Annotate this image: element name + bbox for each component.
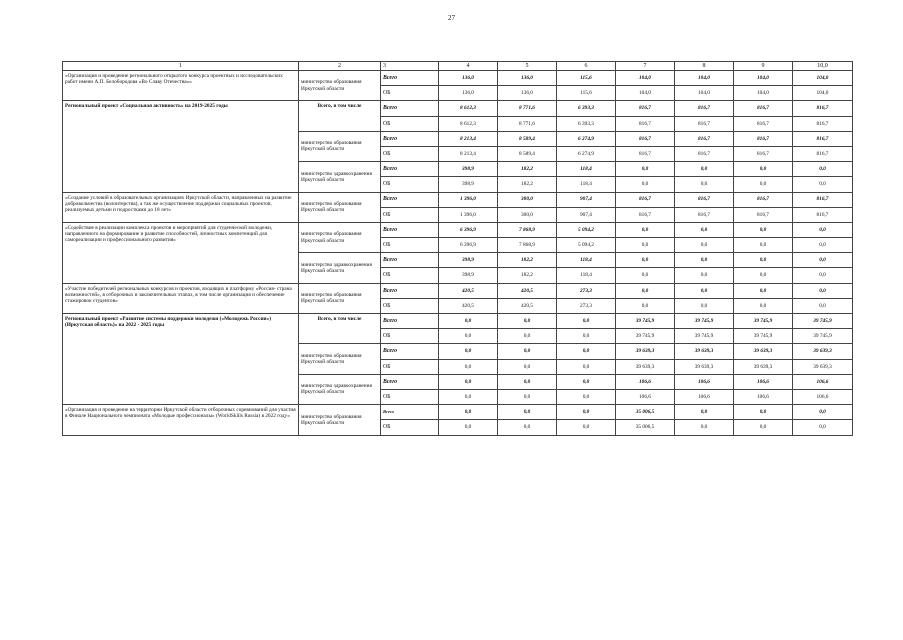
amount-cell: 106,6 bbox=[675, 389, 734, 404]
amount-cell: 816,7 bbox=[793, 131, 853, 146]
amount-cell: 182,2 bbox=[498, 253, 557, 268]
responsible-executor: Всего, в том числе bbox=[299, 101, 381, 131]
amount-cell: 0,0 bbox=[675, 253, 734, 268]
amount-cell: 106,6 bbox=[793, 389, 853, 404]
amount-cell: 0,0 bbox=[498, 420, 557, 435]
amount-cell: 0,0 bbox=[439, 374, 498, 389]
amount-cell: 816,7 bbox=[793, 207, 853, 222]
amount-cell: 816,7 bbox=[734, 207, 793, 222]
amount-cell: 816,7 bbox=[793, 192, 853, 207]
amount-cell: 398,9 bbox=[439, 253, 498, 268]
amount-cell: 0,0 bbox=[793, 268, 853, 283]
amount-cell: 39 639,3 bbox=[734, 359, 793, 374]
amount-cell: 0,0 bbox=[734, 283, 793, 298]
amount-cell: 0,0 bbox=[616, 222, 675, 237]
amount-cell: 0,0 bbox=[557, 389, 616, 404]
amount-cell: 104,0 bbox=[616, 71, 675, 86]
amount-cell: 0,0 bbox=[793, 162, 853, 177]
amount-cell: 118,4 bbox=[557, 253, 616, 268]
amount-cell: 136,0 bbox=[498, 71, 557, 86]
amount-cell: 816,7 bbox=[793, 116, 853, 131]
amount-cell: 0,0 bbox=[675, 405, 734, 420]
funding-source: ОБ bbox=[381, 238, 439, 253]
responsible-executor: министерство образования Иркутской области bbox=[299, 222, 381, 252]
event-description: Региональный проект «Развитие системы поддержки молодежи («Молодежь России») (Иркутская область)» на 2022 - 2025 годы bbox=[63, 314, 299, 405]
amount-cell: 6 396,9 bbox=[439, 238, 498, 253]
amount-cell: 39 639,3 bbox=[616, 359, 675, 374]
responsible-executor: министерство образования Иркутской области bbox=[299, 344, 381, 374]
amount-cell: 106,6 bbox=[793, 374, 853, 389]
amount-cell: 0,0 bbox=[675, 420, 734, 435]
amount-cell: 816,7 bbox=[675, 101, 734, 116]
amount-cell: 907,4 bbox=[557, 192, 616, 207]
amount-cell: 104,0 bbox=[793, 86, 853, 101]
table-row bbox=[63, 222, 853, 237]
funding-source: Всего bbox=[381, 192, 439, 207]
amount-cell: 8 589,4 bbox=[498, 131, 557, 146]
funding-source: ОБ bbox=[381, 86, 439, 101]
amount-cell: 816,7 bbox=[734, 146, 793, 161]
amount-cell: 0,0 bbox=[439, 389, 498, 404]
funding-source: Всего bbox=[381, 283, 439, 298]
amount-cell: 6 393,3 bbox=[557, 116, 616, 131]
amount-cell: 136,0 bbox=[439, 71, 498, 86]
amount-cell: 39 745,9 bbox=[734, 314, 793, 329]
amount-cell: 0,0 bbox=[793, 420, 853, 435]
amount-cell: 7 868,9 bbox=[498, 222, 557, 237]
table-row bbox=[63, 314, 853, 329]
funding-source: Всего bbox=[381, 71, 439, 86]
amount-cell: 0,0 bbox=[793, 177, 853, 192]
header-row bbox=[63, 62, 853, 71]
amount-cell: 907,4 bbox=[557, 207, 616, 222]
column-header: 10,0 bbox=[793, 62, 853, 71]
amount-cell: 420,5 bbox=[439, 298, 498, 313]
amount-cell: 0,0 bbox=[439, 420, 498, 435]
amount-cell: 0,0 bbox=[675, 268, 734, 283]
amount-cell: 420,5 bbox=[498, 283, 557, 298]
amount-cell: 0,0 bbox=[734, 268, 793, 283]
amount-cell: 39 639,3 bbox=[616, 344, 675, 359]
amount-cell: 106,6 bbox=[675, 374, 734, 389]
amount-cell: 1 396,0 bbox=[439, 192, 498, 207]
amount-cell: 0,0 bbox=[675, 177, 734, 192]
funding-source: ОБ bbox=[381, 116, 439, 131]
amount-cell: 0,0 bbox=[498, 389, 557, 404]
funding-source: Всего bbox=[381, 344, 439, 359]
amount-cell: 420,5 bbox=[498, 298, 557, 313]
amount-cell: 39 745,9 bbox=[675, 329, 734, 344]
amount-cell: 106,6 bbox=[734, 389, 793, 404]
amount-cell: 35 006,5 bbox=[616, 405, 675, 420]
responsible-executor: министерство образования Иркутской области bbox=[299, 71, 381, 101]
amount-cell: 8 612,3 bbox=[439, 116, 498, 131]
funding-source: ОБ bbox=[381, 420, 439, 435]
amount-cell: 0,0 bbox=[675, 222, 734, 237]
amount-cell: 0,0 bbox=[734, 253, 793, 268]
amount-cell: 0,0 bbox=[616, 283, 675, 298]
amount-cell: 115,6 bbox=[557, 86, 616, 101]
amount-cell: 118,4 bbox=[557, 177, 616, 192]
amount-cell: 5 094,2 bbox=[557, 238, 616, 253]
event-description: «Участие победителей региональных конкурсов и проектов, входящих в платформу «Россия- страна возможностей», в отборочных и заключительных этапах, в том числе организация и обеспечение стажировок студентов» bbox=[63, 283, 299, 313]
column-header: 9 bbox=[734, 62, 793, 71]
funding-source: Всего bbox=[381, 131, 439, 146]
page-number: 27 bbox=[448, 14, 455, 22]
amount-cell: 816,7 bbox=[734, 192, 793, 207]
funding-source: Всего bbox=[381, 162, 439, 177]
column-header: 7 bbox=[616, 62, 675, 71]
amount-cell: 8 213,4 bbox=[439, 131, 498, 146]
amount-cell: 0,0 bbox=[498, 329, 557, 344]
amount-cell: 0,0 bbox=[675, 298, 734, 313]
amount-cell: 0,0 bbox=[616, 238, 675, 253]
amount-cell: 0,0 bbox=[734, 298, 793, 313]
amount-cell: 104,0 bbox=[675, 71, 734, 86]
amount-cell: 0,0 bbox=[734, 177, 793, 192]
amount-cell: 300,0 bbox=[498, 192, 557, 207]
amount-cell: 39 639,3 bbox=[675, 344, 734, 359]
amount-cell: 0,0 bbox=[793, 222, 853, 237]
amount-cell: 6 393,3 bbox=[557, 101, 616, 116]
amount-cell: 0,0 bbox=[734, 238, 793, 253]
amount-cell: 39 639,3 bbox=[675, 359, 734, 374]
amount-cell: 39 639,3 bbox=[793, 359, 853, 374]
funding-source: ОБ bbox=[381, 389, 439, 404]
amount-cell: 7 868,9 bbox=[498, 238, 557, 253]
amount-cell: 0,0 bbox=[498, 344, 557, 359]
amount-cell: 816,7 bbox=[734, 116, 793, 131]
table-row bbox=[63, 405, 853, 420]
amount-cell: 8 589,4 bbox=[498, 146, 557, 161]
amount-cell: 115,6 bbox=[557, 71, 616, 86]
column-header: 3 bbox=[381, 62, 439, 71]
amount-cell: 398,9 bbox=[439, 177, 498, 192]
amount-cell: 39 745,9 bbox=[616, 329, 675, 344]
amount-cell: 182,2 bbox=[498, 162, 557, 177]
responsible-executor: министерство образования Иркутской области bbox=[299, 192, 381, 222]
event-description: Региональный проект «Социальная активность» на 2019-2025 годы bbox=[63, 101, 299, 192]
amount-cell: 39 745,9 bbox=[734, 329, 793, 344]
amount-cell: 0,0 bbox=[557, 374, 616, 389]
amount-cell: 8 771,6 bbox=[498, 101, 557, 116]
column-header: 2 bbox=[299, 62, 381, 71]
amount-cell: 0,0 bbox=[734, 420, 793, 435]
amount-cell: 0,0 bbox=[557, 405, 616, 420]
funding-source: ОБ bbox=[381, 329, 439, 344]
amount-cell: 6 396,9 bbox=[439, 222, 498, 237]
amount-cell: 0,0 bbox=[557, 314, 616, 329]
amount-cell: 118,4 bbox=[557, 268, 616, 283]
amount-cell: 0,0 bbox=[793, 253, 853, 268]
amount-cell: 0,0 bbox=[734, 222, 793, 237]
amount-cell: 0,0 bbox=[498, 405, 557, 420]
responsible-executor: Всего, в том числе bbox=[299, 314, 381, 344]
amount-cell: 398,9 bbox=[439, 162, 498, 177]
amount-cell: 39 745,9 bbox=[616, 314, 675, 329]
amount-cell: 0,0 bbox=[793, 238, 853, 253]
amount-cell: 106,6 bbox=[616, 389, 675, 404]
amount-cell: 0,0 bbox=[498, 314, 557, 329]
amount-cell: 0,0 bbox=[734, 162, 793, 177]
amount-cell: 0,0 bbox=[439, 405, 498, 420]
amount-cell: 39 745,9 bbox=[793, 314, 853, 329]
responsible-executor: министерство образования Иркутской области bbox=[299, 405, 381, 435]
amount-cell: 104,0 bbox=[734, 71, 793, 86]
amount-cell: 300,0 bbox=[498, 207, 557, 222]
amount-cell: 816,7 bbox=[675, 146, 734, 161]
budget-table bbox=[62, 61, 853, 436]
amount-cell: 8 612,3 bbox=[439, 101, 498, 116]
amount-cell: 0,0 bbox=[616, 162, 675, 177]
funding-source: ОБ bbox=[381, 268, 439, 283]
amount-cell: 0,0 bbox=[498, 359, 557, 374]
amount-cell: 0,0 bbox=[616, 253, 675, 268]
table-row bbox=[63, 71, 853, 86]
amount-cell: 816,7 bbox=[616, 116, 675, 131]
amount-cell: 816,7 bbox=[793, 146, 853, 161]
amount-cell: 0,0 bbox=[793, 283, 853, 298]
amount-cell: 0,0 bbox=[557, 359, 616, 374]
funding-source: ОБ bbox=[381, 177, 439, 192]
column-header: 6 bbox=[557, 62, 616, 71]
amount-cell: 118,4 bbox=[557, 162, 616, 177]
amount-cell: 104,0 bbox=[793, 71, 853, 86]
amount-cell: 0,0 bbox=[734, 405, 793, 420]
responsible-executor: министерство здравоохранения Иркутской области bbox=[299, 374, 381, 404]
funding-source: ОБ bbox=[381, 298, 439, 313]
amount-cell: 398,9 bbox=[439, 268, 498, 283]
amount-cell: 0,0 bbox=[439, 359, 498, 374]
amount-cell: 816,7 bbox=[675, 192, 734, 207]
amount-cell: 8 771,6 bbox=[498, 116, 557, 131]
amount-cell: 35 006,5 bbox=[616, 420, 675, 435]
amount-cell: 0,0 bbox=[439, 329, 498, 344]
column-header: 5 bbox=[498, 62, 557, 71]
amount-cell: 5 094,2 bbox=[557, 222, 616, 237]
amount-cell: 816,7 bbox=[616, 146, 675, 161]
funding-source: ОБ bbox=[381, 359, 439, 374]
funding-source: Всего bbox=[381, 101, 439, 116]
table-body bbox=[63, 62, 853, 436]
funding-source: Всего bbox=[381, 222, 439, 237]
amount-cell: 273,3 bbox=[557, 283, 616, 298]
amount-cell: 0,0 bbox=[439, 344, 498, 359]
responsible-executor: министерство образования Иркутской области bbox=[299, 283, 381, 313]
amount-cell: 0,0 bbox=[616, 298, 675, 313]
amount-cell: 39 639,3 bbox=[793, 344, 853, 359]
amount-cell: 104,0 bbox=[616, 86, 675, 101]
amount-cell: 0,0 bbox=[793, 298, 853, 313]
amount-cell: 39 745,9 bbox=[793, 329, 853, 344]
amount-cell: 104,0 bbox=[675, 86, 734, 101]
amount-cell: 816,7 bbox=[734, 131, 793, 146]
amount-cell: 816,7 bbox=[675, 116, 734, 131]
table-row bbox=[63, 101, 853, 116]
amount-cell: 6 274,9 bbox=[557, 146, 616, 161]
amount-cell: 0,0 bbox=[616, 177, 675, 192]
amount-cell: 0,0 bbox=[675, 162, 734, 177]
amount-cell: 106,6 bbox=[734, 374, 793, 389]
column-header: 1 bbox=[63, 62, 299, 71]
amount-cell: 136,0 bbox=[498, 86, 557, 101]
column-header: 8 bbox=[675, 62, 734, 71]
responsible-executor: министерство образования Иркутской области bbox=[299, 131, 381, 161]
event-description: «Организация и проведение регионального открытого конкурса проектных и исследовательских работ имени А.П. Белобородова «Во Славу Отечества»» bbox=[63, 71, 299, 101]
amount-cell: 104,0 bbox=[734, 86, 793, 101]
event-description: «Содействие в реализации комплекса проектов и мероприятий для студенческой молодежи, направленного на формирование и развитие способностей, личностных компетенций для самореализации и профессионального развития» bbox=[63, 222, 299, 283]
amount-cell: 106,6 bbox=[616, 374, 675, 389]
amount-cell: 816,7 bbox=[793, 101, 853, 116]
amount-cell: 816,7 bbox=[616, 101, 675, 116]
amount-cell: 39 745,9 bbox=[675, 314, 734, 329]
funding-source: Всего bbox=[381, 314, 439, 329]
amount-cell: 136,0 bbox=[439, 86, 498, 101]
amount-cell: 816,7 bbox=[616, 131, 675, 146]
amount-cell: 420,5 bbox=[439, 283, 498, 298]
amount-cell: 0,0 bbox=[498, 374, 557, 389]
amount-cell: 0,0 bbox=[439, 314, 498, 329]
amount-cell: 816,7 bbox=[675, 207, 734, 222]
amount-cell: 1 396,0 bbox=[439, 207, 498, 222]
amount-cell: 6 274,9 bbox=[557, 131, 616, 146]
amount-cell: 182,2 bbox=[498, 268, 557, 283]
amount-cell: 0,0 bbox=[675, 283, 734, 298]
amount-cell: 0,0 bbox=[557, 329, 616, 344]
amount-cell: 816,7 bbox=[616, 192, 675, 207]
funding-source: Всего bbox=[381, 405, 439, 420]
amount-cell: 0,0 bbox=[557, 420, 616, 435]
table-row bbox=[63, 283, 853, 298]
funding-source: ОБ bbox=[381, 207, 439, 222]
event-description: «Организация и проведение на территории Иркутской области отборочных соревнований для участия в Финале Национального чемпионата «Молодые профессионалы» (WorldSkills Russia) в 2022 году» bbox=[63, 405, 299, 435]
funding-source: Всего bbox=[381, 253, 439, 268]
column-header: 4 bbox=[439, 62, 498, 71]
funding-source: ОБ bbox=[381, 146, 439, 161]
responsible-executor: министерство здравоохранения Иркутской области bbox=[299, 162, 381, 192]
amount-cell: 0,0 bbox=[616, 268, 675, 283]
amount-cell: 0,0 bbox=[675, 238, 734, 253]
amount-cell: 39 639,3 bbox=[734, 344, 793, 359]
amount-cell: 273,3 bbox=[557, 298, 616, 313]
funding-source: Всего bbox=[381, 374, 439, 389]
event-description: «Создание условий в образовательных организациях Иркутской области, направленных на развитие добровольчества (волонтерства), а так же осуществление поддержки социальных проектов, реализуемых детьми и подростками до 18 лет» bbox=[63, 192, 299, 222]
table-row bbox=[63, 192, 853, 207]
amount-cell: 182,2 bbox=[498, 177, 557, 192]
amount-cell: 816,7 bbox=[675, 131, 734, 146]
amount-cell: 816,7 bbox=[616, 207, 675, 222]
amount-cell: 8 213,4 bbox=[439, 146, 498, 161]
amount-cell: 0,0 bbox=[793, 405, 853, 420]
amount-cell: 816,7 bbox=[734, 101, 793, 116]
amount-cell: 0,0 bbox=[557, 344, 616, 359]
responsible-executor: министерство здравоохранения Иркутской области bbox=[299, 253, 381, 283]
